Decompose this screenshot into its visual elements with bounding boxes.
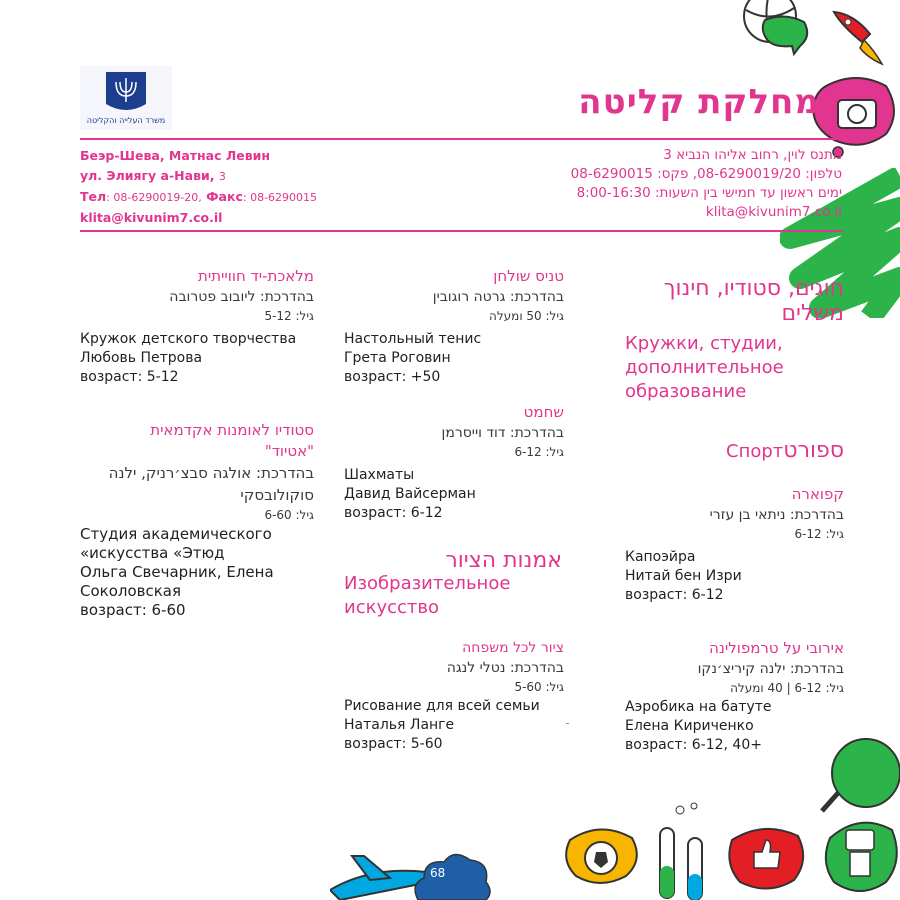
activity-guide-he: בהדרכת: גרטה רוגובין — [432, 289, 564, 305]
activity-guide-he-2: סוקולובסקי — [240, 486, 314, 504]
soccer-ball-bubble-icon — [560, 820, 642, 900]
fax-label: Факс — [201, 189, 243, 204]
robot-icon — [820, 808, 900, 900]
activity-etude-studio — [80, 420, 314, 620]
activity-name-ru: Капоэйра — [625, 549, 696, 565]
activity-name-he-2: "אטיוד" — [264, 442, 314, 460]
header-top-divider — [80, 138, 843, 140]
activity-age-he: גיל: 6-12 | 40 ומעלה — [730, 681, 844, 695]
address-info-ru — [80, 146, 380, 228]
activity-crafts — [80, 266, 314, 387]
activity-family-drawing — [344, 638, 564, 754]
section-title-main-he: חוגים, סטודיו, חינוך משלים — [663, 276, 844, 326]
tel-value: : 08-6290019-20, — [106, 191, 202, 204]
center-name-ru: Беэр-Шева, Матнас Левин — [80, 148, 271, 163]
activity-guide-ru: Нитай бен Изри — [625, 568, 742, 584]
page-number: 68 — [430, 866, 446, 880]
activity-age-ru: возраст: 6-12 — [625, 587, 724, 603]
cloud-icon — [410, 848, 492, 900]
email-link-ru[interactable]: klita@kivunim7.co.il — [80, 210, 223, 225]
test-tubes-icon — [652, 818, 716, 900]
activity-guide-he: בהדרכת: ליובוב פטרובה — [169, 289, 314, 305]
activity-name-ru: Кружок детского творчества — [80, 331, 297, 347]
activity-age-he: גיל: 6-12 — [794, 527, 844, 541]
activity-name-he: טניס שולחן — [493, 267, 564, 285]
activity-age-he: גיל: 6-12 — [514, 445, 564, 459]
activity-guide-he: בהדרכת: דוד וייסרמן — [441, 425, 564, 441]
activity-table-tennis — [344, 266, 564, 387]
sport-title-ru: Спорт — [726, 441, 784, 462]
small-dash — [566, 723, 569, 724]
activity-name-ru: Настольный тенис — [344, 331, 482, 347]
sport-title-he: ספורט — [783, 438, 844, 463]
activity-age-he: גיל: 6-60 — [264, 508, 314, 522]
section-title-main-ru: Кружки, студии, дополнительное образование — [625, 333, 784, 402]
activity-chess — [344, 402, 564, 523]
hours-line: ימים ראשון עד חמישי בין השעות: 8:00-16:30 — [576, 185, 842, 201]
street-ru — [80, 166, 380, 187]
bubble-decoration — [670, 800, 710, 820]
activity-name-he: מלאכת-יד חווייתית — [197, 267, 314, 285]
activity-name-he: ציור לכל משפחה — [462, 640, 564, 656]
activity-guide-he: בהדרכת: נטלי לנגה — [446, 660, 564, 676]
activity-name-he: אירובי על טרמפולינה — [709, 639, 844, 657]
activity-guide-ru: Грета Роговин — [344, 350, 451, 366]
section-title-art-he: אמנות הציור — [445, 548, 562, 573]
rocket-icon — [824, 4, 890, 70]
section-title-sport — [620, 438, 844, 464]
activity-trampoline — [620, 638, 844, 755]
activity-guide-ru: Давид Вайсерман — [344, 486, 476, 502]
thumbs-up-bubble-icon — [724, 820, 808, 900]
header-bottom-divider — [80, 230, 843, 232]
activity-age-ru: возраст: 5-60 — [344, 736, 443, 752]
activity-name-he: קפוארה — [791, 485, 844, 503]
activity-guide-he: בהדרכת: ילנה קיריצ׳נקו — [697, 661, 844, 677]
tel-label: Тел — [80, 189, 107, 204]
activity-age-ru: возраст: 6-12, 40+ — [625, 737, 762, 753]
page-title: מחלקת קליטה — [578, 82, 820, 122]
activity-guide-ru: Елена Кириченко — [625, 718, 754, 734]
section-title-art-ru: Изобразительное искусство — [344, 573, 511, 618]
phone-line: טלפון: 08-6290019/20, פקס: 08-6290015 — [570, 166, 842, 182]
activity-age-he: גיל: 5-12 — [264, 309, 314, 323]
speech-bubble-green-icon — [760, 14, 810, 56]
email-link-he[interactable]: klita@kivunim7.co.il — [705, 204, 842, 220]
fax-value: : 08-6290015 — [242, 191, 318, 204]
activity-age-ru: возраст: +50 — [344, 369, 441, 385]
activity-guide-he: בהדרכת: ניתאי בן עזרי — [709, 507, 844, 523]
activity-capoeira — [620, 484, 844, 605]
logo-caption: משרד העלייה והקליטה — [86, 116, 166, 125]
activity-age-ru: возраст: 5-12 — [80, 369, 179, 385]
address-info-he — [482, 146, 842, 222]
activity-name-ru: Рисование для всей семьи — [344, 698, 540, 714]
activity-name-he: שחמט — [523, 403, 564, 421]
activity-age-he: גיל: 50 ומעלה — [489, 309, 564, 323]
activity-guide-ru: Наталья Ланге — [344, 717, 455, 733]
activity-guide-he: בהדרכת: אולגה סבצ׳רניק, ילנה — [108, 464, 314, 482]
activity-name-ru: Студия академического — [80, 525, 272, 543]
phone-fax-ru — [80, 187, 380, 208]
street-name-ru: ул. Элиягу а-Нави, — [80, 168, 215, 183]
street-number-ru: 3 — [218, 170, 226, 183]
activity-name-he: סטודיו לאומנות אקדמאית — [150, 421, 314, 439]
activity-name-ru: Шахматы — [344, 467, 415, 483]
activity-name-ru-2: «искусства «Этюд — [80, 544, 225, 562]
activity-guide-ru: Ольга Свечарник, Елена — [80, 563, 274, 581]
activity-age-ru: возраст: 6-12 — [344, 505, 443, 521]
activity-age-he: גיל: 5-60 — [514, 680, 564, 694]
address-line: מתנס לוין, רחוב אליהו הנביא 3 — [663, 147, 842, 163]
ministry-logo — [80, 66, 172, 130]
activity-name-ru: Аэробика на батуте — [625, 699, 772, 715]
activity-guide-ru-2: Соколовская — [80, 582, 182, 600]
activity-guide-ru: Любовь Петрова — [80, 350, 203, 366]
activity-age-ru: возраст: 6-60 — [80, 601, 186, 619]
